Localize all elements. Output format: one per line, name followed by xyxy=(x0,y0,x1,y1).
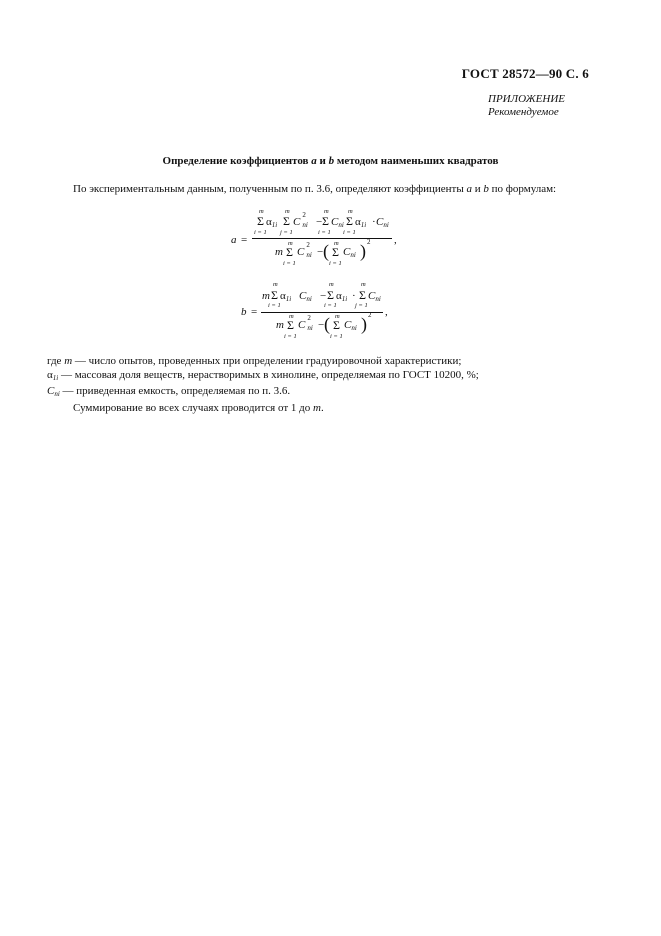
den-b-cni xyxy=(344,319,357,332)
den-b-minus: − xyxy=(318,319,325,331)
den-b-sum1-upper: m xyxy=(289,313,294,320)
num-b-sum2-upper: m xyxy=(329,281,334,288)
den-b-rparen: ) xyxy=(361,314,367,334)
c-sub: ni xyxy=(302,221,308,229)
c-sub: ni xyxy=(306,295,312,303)
c-sub: ni xyxy=(375,295,381,303)
title-pre: Определение коэффициентов xyxy=(162,155,309,167)
def-alpha-sub: 1i xyxy=(52,373,59,382)
formula-b-equals: = xyxy=(251,306,258,318)
alpha-sub: 1i xyxy=(285,295,292,303)
def-m xyxy=(47,355,479,369)
def-m-var: m xyxy=(64,355,73,367)
intro-paragraph xyxy=(73,183,556,195)
formula-a-equals: = xyxy=(241,234,248,246)
num-b-sum1-lower: i = 1 xyxy=(268,302,281,309)
section-title xyxy=(0,155,661,167)
num-a-sum1-upper: m xyxy=(259,208,264,215)
num-b-cni xyxy=(299,290,312,303)
c-symbol: C xyxy=(343,246,351,258)
num-a-alpha2 xyxy=(355,216,366,229)
den-b-square: 2 xyxy=(368,311,372,319)
intro-var-b: b xyxy=(483,183,489,195)
den-a-rparen: ) xyxy=(360,241,366,261)
num-a-alpha xyxy=(266,216,277,229)
den-a-cni xyxy=(343,246,356,259)
num-a-sum2: Σ xyxy=(283,214,290,228)
def-sum xyxy=(47,402,479,416)
num-b-sum3-upper: m xyxy=(361,281,366,288)
den-a-sum1-lower: i = 1 xyxy=(283,260,296,267)
num-b-alpha2 xyxy=(336,290,347,303)
square-sup: 2 xyxy=(302,211,306,219)
den-b-lparen: ( xyxy=(324,314,330,334)
c-symbol: C xyxy=(331,216,339,228)
formula-a-fraction-line xyxy=(252,238,392,239)
c-symbol: C xyxy=(344,319,352,331)
alpha-sub: 1i xyxy=(341,295,348,303)
c-symbol: C xyxy=(368,290,376,302)
c-symbol: C xyxy=(298,319,306,331)
intro-post: по формулам: xyxy=(491,183,557,195)
c-sub: ni xyxy=(383,221,389,229)
c-symbol: C xyxy=(299,290,307,302)
den-b-m: m xyxy=(276,319,284,331)
den-a-sum2-lower: i = 1 xyxy=(329,260,342,267)
num-b-minus: − xyxy=(320,290,327,302)
square-sup: 2 xyxy=(306,241,310,249)
den-a-sum1-upper: m xyxy=(288,240,293,247)
alpha-symbol: α xyxy=(336,290,342,302)
def-m-text: — число опытов, проведенных при определении градуировочной характеристики; xyxy=(74,355,462,367)
def-alpha xyxy=(47,369,479,386)
c-symbol: C xyxy=(293,216,301,228)
alpha-sub: 1i xyxy=(360,221,367,229)
def-alpha-var: α xyxy=(47,368,53,381)
definitions xyxy=(47,355,479,415)
formula-a-lhs: a xyxy=(231,234,237,246)
square-sup: 2 xyxy=(307,314,311,322)
num-b-alpha xyxy=(280,290,291,303)
num-a-c-sq xyxy=(293,211,308,229)
formula-a-comma: , xyxy=(394,234,397,246)
alpha-sub: 1i xyxy=(271,221,278,229)
c-sub: ni xyxy=(350,251,356,259)
def-c-var: C xyxy=(47,385,55,397)
def-alpha-text: — массовая доля веществ, нерастворимых в хинолине, определяемая по ГОСТ 10200, %; xyxy=(60,368,479,381)
formula-b-fraction-line xyxy=(261,312,383,313)
den-a-square: 2 xyxy=(367,238,371,246)
def-sum-var: m xyxy=(312,401,321,414)
num-a-sum4-lower: i = 1 xyxy=(343,229,356,236)
num-b-sum3: Σ xyxy=(359,288,366,302)
def-c-text: — приведенная емкость, определяемая по п. 3.6. xyxy=(62,385,291,397)
def-c-sub: ni xyxy=(54,390,60,398)
alpha-symbol: α xyxy=(355,216,361,228)
num-b-cni2 xyxy=(368,290,381,303)
c-symbol: C xyxy=(376,216,384,228)
num-a-sum2-upper: m xyxy=(285,208,290,215)
den-b-sum1-lower: i = 1 xyxy=(284,333,297,340)
c-sub: ni xyxy=(351,324,357,332)
num-a-sum3-lower: i = 1 xyxy=(318,229,331,236)
den-b-sum2-lower: i = 1 xyxy=(330,333,343,340)
appendix-label: ПРИЛОЖЕНИЕ xyxy=(488,93,565,105)
title-mid: и xyxy=(319,155,326,167)
page-header: ГОСТ 28572—90 С. 6 xyxy=(461,66,589,81)
den-a-minus: − xyxy=(317,246,324,258)
num-a-sum4-upper: m xyxy=(348,208,353,215)
den-b-sum1: Σ xyxy=(287,318,294,332)
intro-mid: и xyxy=(474,183,481,195)
def-sum-end: . xyxy=(320,401,324,414)
den-b-c-sq xyxy=(298,314,313,332)
formula-b-lhs: b xyxy=(241,306,247,318)
c-sub: ni xyxy=(307,324,313,332)
num-a-sum1: Σ xyxy=(257,214,264,228)
num-a-cni2 xyxy=(376,216,389,229)
appendix-status: Рекомендуемое xyxy=(488,106,559,118)
num-a-sum3: Σ xyxy=(322,214,329,228)
def-m-pre: где xyxy=(47,355,62,367)
alpha-symbol: α xyxy=(280,290,286,302)
def-c xyxy=(47,385,479,402)
c-sub: ni xyxy=(306,251,312,259)
num-b-sum2-lower: i = 1 xyxy=(324,302,337,309)
intro-var-a: a xyxy=(466,183,472,195)
c-sub: ni xyxy=(338,221,344,229)
title-var-a: a xyxy=(311,155,317,167)
num-a-sum3-upper: m xyxy=(324,208,329,215)
num-a-sum2-lower: j = 1 xyxy=(280,229,293,236)
num-b-sum2: Σ xyxy=(327,288,334,302)
title-var-b: b xyxy=(328,155,335,167)
num-a-dot: · xyxy=(372,216,376,228)
num-a-cni xyxy=(331,216,344,229)
intro-pre: По экспериментальным данным, полученным по п. 3.6, определяют коэффициенты xyxy=(73,183,464,195)
num-a-minus: − xyxy=(316,216,323,228)
den-a-sum1: Σ xyxy=(286,245,293,259)
den-b-sum2: Σ xyxy=(333,318,340,332)
den-a-lparen: ( xyxy=(323,241,329,261)
alpha-symbol: α xyxy=(266,216,272,228)
num-b-sum1-upper: m xyxy=(273,281,278,288)
num-b-m: m xyxy=(262,290,270,302)
appendix-label-block xyxy=(488,93,565,119)
formula-b-comma: , xyxy=(385,306,388,318)
num-a-sum4: Σ xyxy=(346,214,353,228)
num-b-sum3-lower: j = 1 xyxy=(355,302,368,309)
def-sum-text: Суммирование во всех случаях проводится от 1 до xyxy=(73,401,311,414)
den-a-sum2: Σ xyxy=(332,245,339,259)
den-b-sum2-upper: m xyxy=(335,313,340,320)
den-a-sum2-upper: m xyxy=(334,240,339,247)
title-post: методом наименьших квадратов xyxy=(336,155,499,167)
den-a-c-sq xyxy=(297,241,312,259)
num-a-sum1-lower: i = 1 xyxy=(254,229,267,236)
num-b-dot: · xyxy=(352,290,356,302)
c-symbol: C xyxy=(297,246,305,258)
num-b-sum1: Σ xyxy=(271,288,278,302)
den-a-m: m xyxy=(275,246,283,258)
